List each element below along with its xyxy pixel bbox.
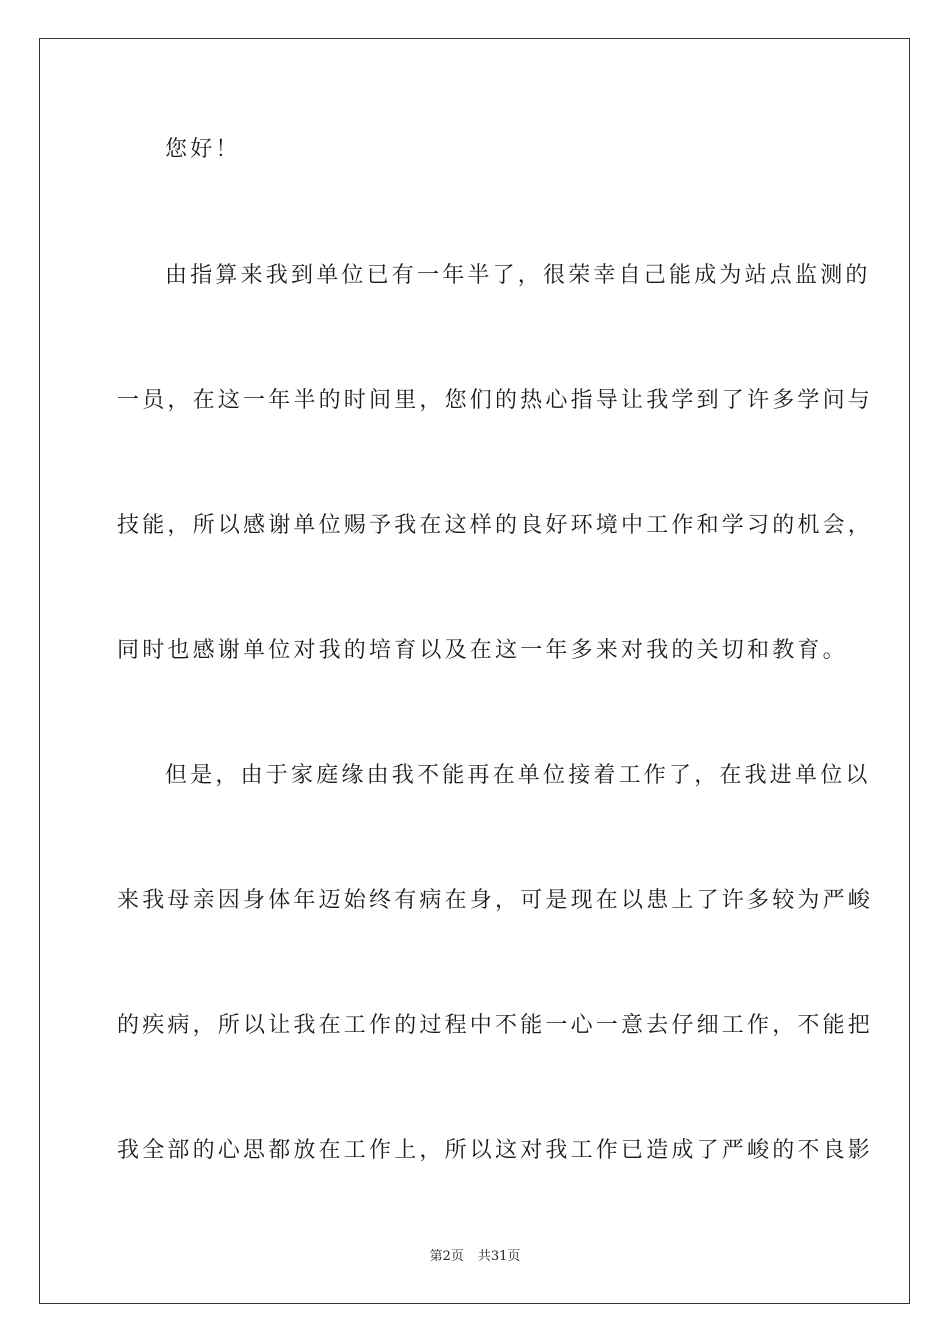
greeting: 您好！	[165, 137, 241, 162]
paragraph-line: 我全部的心思都放在工作上，所以这对我工作已造成了严峻的不良影	[117, 1138, 874, 1163]
page-total: 共31页	[477, 1249, 521, 1264]
page-frame	[39, 38, 910, 1304]
paragraph-line: 由指算来我到单位已有一年半了，很荣幸自己能成为站点监测的	[165, 263, 871, 288]
paragraph-line: 技能，所以感谢单位赐予我在这样的良好环境中工作和学习的机会，	[117, 513, 874, 538]
paragraph-line: 同时也感谢单位对我的培育以及在这一年多来对我的关切和教育。	[117, 638, 848, 663]
paragraph-line: 一员，在这一年半的时间里，您们的热心指导让我学到了许多学问与	[117, 388, 874, 413]
paragraph-line: 但是，由于家庭缘由我不能再在单位接着工作了，在我进单位以	[165, 763, 871, 788]
paragraph-line: 的疾病，所以让我在工作的过程中不能一心一意去仔细工作，不能把	[117, 1013, 874, 1038]
page-footer	[0, 1248, 950, 1266]
paragraph-line: 来我母亲因身体年迈始终有病在身，可是现在以患上了许多较为严峻	[117, 888, 874, 913]
page-number: 第2页	[429, 1249, 464, 1264]
